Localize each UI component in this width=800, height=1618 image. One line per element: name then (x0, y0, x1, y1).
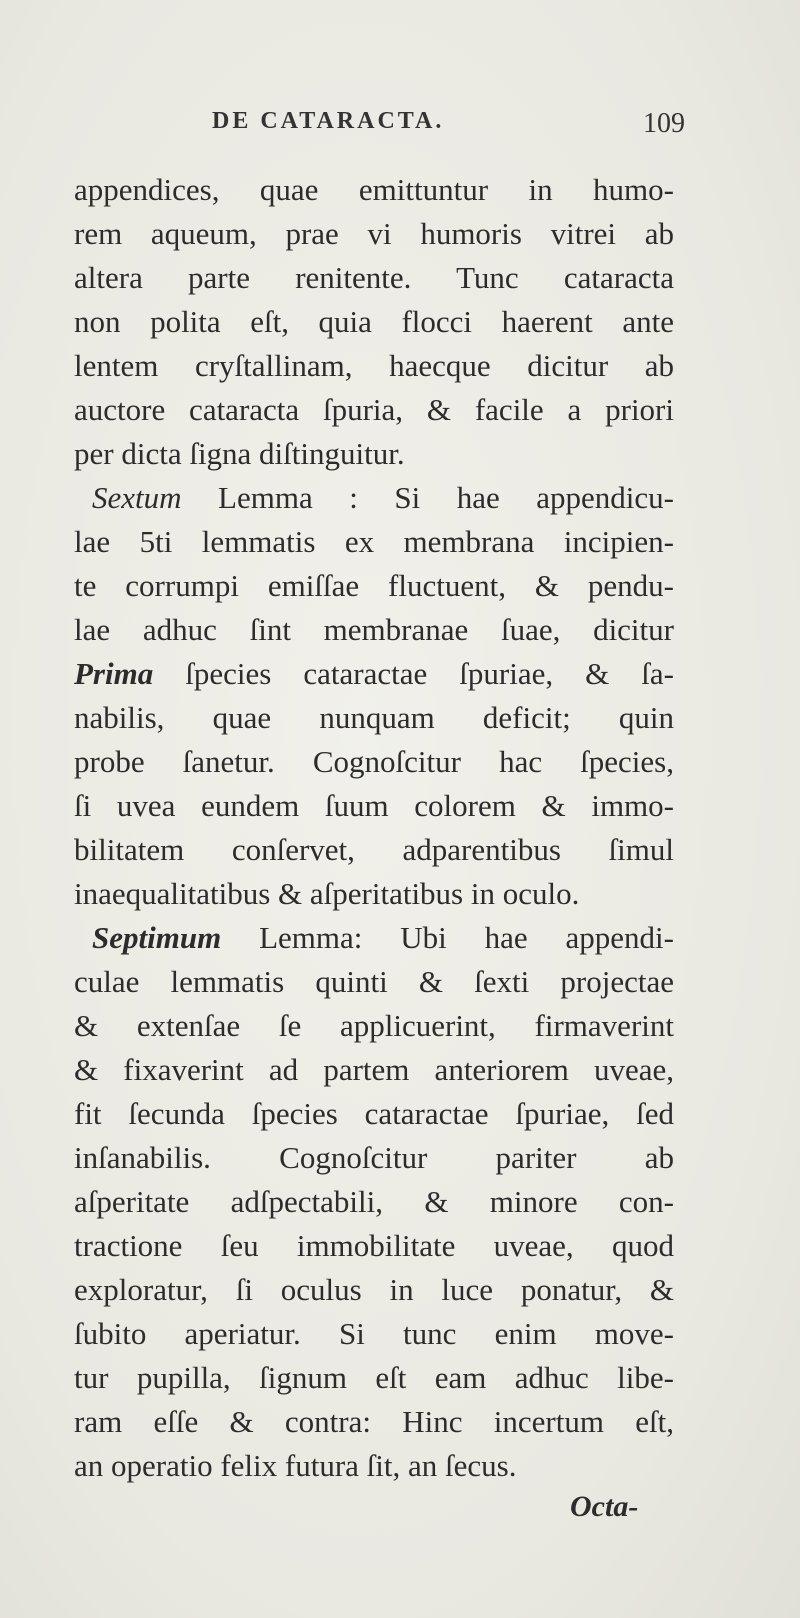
text-line: ram eſſe & contra: Hinc incertum eſt, (74, 1404, 674, 1439)
text-line-prima (74, 652, 674, 696)
text-line: inſanabilis. Cognoſcitur pariter ab (74, 1140, 674, 1175)
text-line: ſubito aperiatur. Si tunc enim move- (74, 1316, 674, 1351)
text-line: rem aqueum, prae vi humoris vitrei ab (74, 216, 674, 251)
text-line: bilitatem conſervet, adparentibus ſimul (74, 832, 674, 867)
text-line: nabilis, quae nunquam deficit; quin (74, 700, 674, 735)
species-word-prima: Prima (74, 656, 154, 691)
text-line-sextum (92, 476, 674, 520)
running-title: DE CATARACTA. (212, 108, 445, 134)
text-line: exploratur, ſi oculus in luce ponatur, & (74, 1272, 674, 1307)
text-line-septimum (92, 916, 674, 960)
text-line: lae 5ti lemmatis ex membrana incipien- (74, 524, 674, 559)
text-line: probe ſanetur. Cognoſcitur hac ſpecies, (74, 744, 674, 779)
text-line: tur pupilla, ſignum eſt eam adhuc libe- (74, 1360, 674, 1395)
lemma-word-sextum: Sextum (92, 480, 182, 515)
catchword: Octa- (570, 1490, 639, 1523)
text-line: culae lemmatis quinti & ſexti projectae (74, 964, 674, 999)
text-line: fit ſecunda ſpecies cataractae ſpuriae, ſed (74, 1096, 674, 1131)
text-line: per dicta ſigna diſtinguitur. (74, 436, 405, 471)
text-line: tractione ſeu immobilitate uveae, quod (74, 1228, 674, 1263)
line-rest: ſpecies cataractae ſpuriae, & ſa- (153, 656, 674, 691)
text-line: & fixaverint ad partem anteriorem uveae, (74, 1052, 674, 1087)
text-line: lentem cryſtallinam, haecque dicitur ab (74, 348, 674, 383)
text-line: an operatio felix futura ſit, an ſecus. (74, 1448, 517, 1483)
text-line: inaequalitatibus & aſperitatibus in oculo. (74, 876, 580, 911)
text-line: & extenſae ſe applicuerint, firmaverint (74, 1008, 674, 1043)
lemma-word-septimum: Septimum (92, 920, 222, 955)
text-line: appendices, quae emittuntur in humo- (74, 172, 674, 207)
line-rest: Lemma : Si hae appendicu- (181, 480, 674, 515)
running-head (0, 108, 800, 148)
page-number: 109 (643, 108, 685, 139)
text-line: lae adhuc ſint membranae ſuae, dicitur (74, 612, 674, 647)
text-line: altera parte renitente. Tunc cataracta (74, 260, 674, 295)
text-line: non polita eſt, quia flocci haerent ante (74, 304, 674, 339)
text-line: ſi uvea eundem ſuum colorem & immo- (74, 788, 674, 823)
text-line: te corrumpi emiſſae fluctuent, & pendu- (74, 568, 674, 603)
text-line: aſperitate adſpectabili, & minore con- (74, 1184, 674, 1219)
text-line: auctore cataracta ſpuria, & facile a priori (74, 392, 674, 427)
line-rest: Lemma: Ubi hae appendi- (221, 920, 674, 955)
